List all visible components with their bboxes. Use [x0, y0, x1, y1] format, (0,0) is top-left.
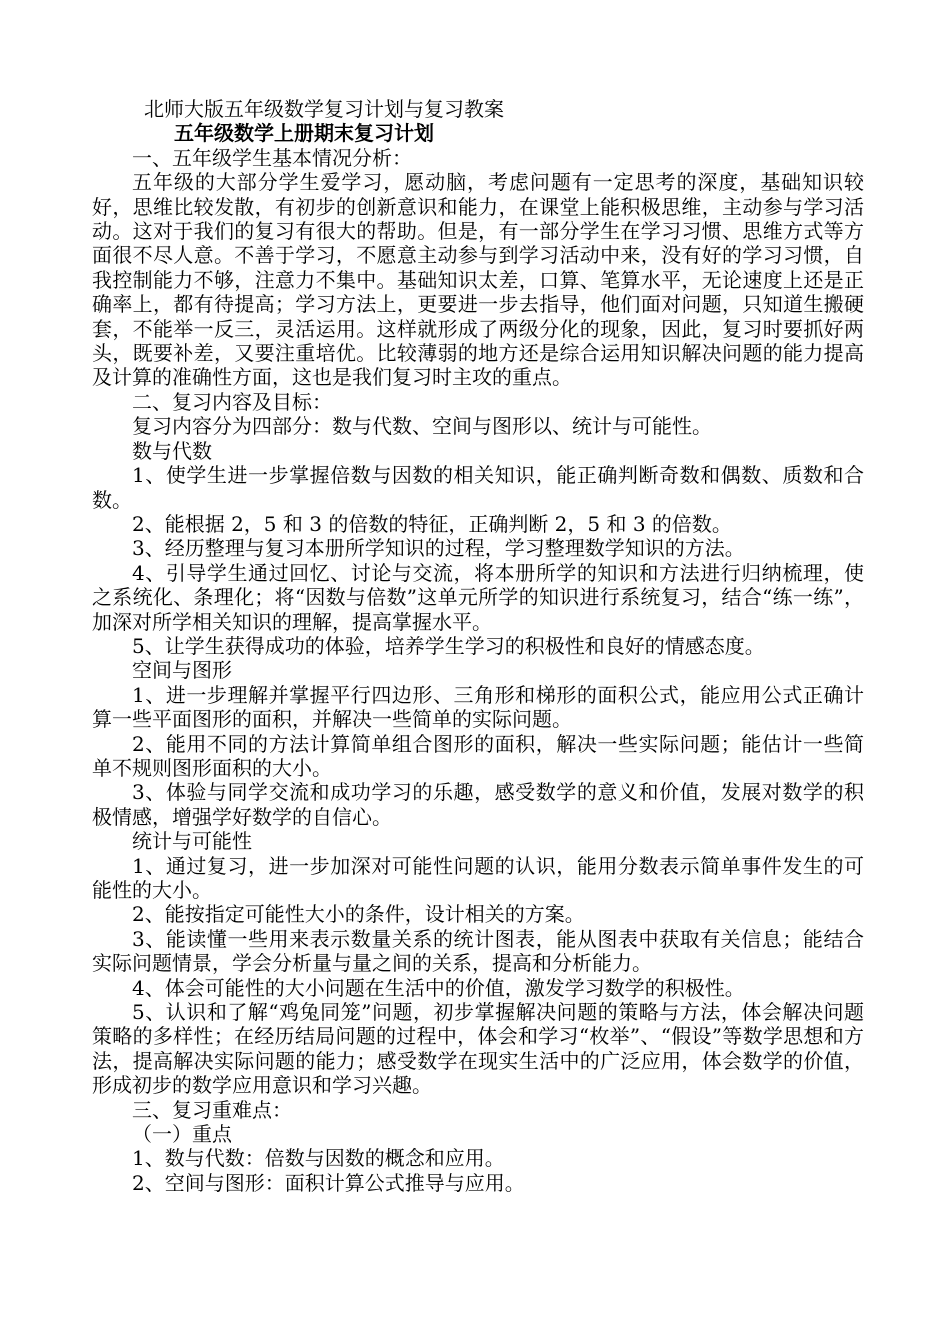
list-item: 4、体会可能性的大小问题在生活中的价值，激发学习数学的积极性。	[132, 975, 745, 1000]
list-item: 3、体验与同学交流和成功学习的乐趣，感受数学的意义和价值，发展对数学的积极情感，增强学好数学的自信心。	[92, 780, 864, 829]
list-item: 4、引导学生通过回忆、讨论与交流，将本册所学的知识和方法进行归纳梳理，使之系统化、条理化；将“因数与倍数”这单元所学的知识进行系统复习，结合“练一练”，加深对所学相关知识的理解，提高掌握水平。	[92, 560, 864, 634]
section-heading-student-analysis: 一、五年级学生基本情况分析：	[132, 145, 412, 170]
list-item: 2、能按指定可能性大小的条件，设计相关的方案。	[132, 902, 585, 927]
list-item: 2、能根据 2，5 和 3 的倍数的特征，正确判断 2，5 和 3 的倍数。	[132, 511, 732, 536]
section-heading-key-points: 三、复习重难点：	[132, 1097, 292, 1122]
subheading-space-figures: 空间与图形	[132, 658, 232, 683]
paragraph-review-overview: 复习内容分为四部分：数与代数、空间与图形以、统计与可能性。	[132, 414, 712, 439]
list-item: 5、让学生获得成功的体验，培养学生学习的积极性和良好的情感态度。	[132, 633, 765, 658]
document-subtitle: 五年级数学上册期末复习计划	[174, 121, 434, 146]
section-heading-review-content: 二、复习内容及目标：	[132, 389, 332, 414]
list-item: 5、认识和了解“鸡兔同笼”问题，初步掌握解决问题的策略与方法，体会解决问题策略的多样性；在经历结局问题的过程中，体会和学习“枚举”、“假设”等数学思想和方法，提高解决实际问题的能力；感受数学在现实生活中的广泛应用，体会数学的价值，形成初步的数学应用意识和学习兴趣。	[92, 1000, 864, 1098]
list-item: 1、进一步理解并掌握平行四边形、三角形和梯形的面积公式，能应用公式正确计算一些平面图形的面积，并解决一些简单的实际问题。	[92, 682, 864, 732]
subheading-key-points: （一）重点	[132, 1122, 232, 1147]
paragraph-student-analysis: 五年级的大部分学生爱学习，愿动脑，考虑问题有一定思考的深度，基础知识较好，思维比较发散，有初步的创新意识和能力，在课堂上能积极思维，主动参与学习活动。这对于我们的复习有很大的帮助。但是，有一部分学生在学习习惯、思维方式等方面很不尽人意。不善于学习，不愿意主动参与到学习活动中来，没有好的学习习惯，自我控制能力不够，注意力不集中。基础知识太差，口算、笔算水平，无论速度上还是正确率上，都有待提高；学习方法上，更要进一步去指导，他们面对问题，只知道生搬硬套，不能举一反三，灵活运用。这样就形成了两级分化的现象，因此，复习时要抓好两头，既要补差，又要注重培优。比较薄弱的地方还是综合运用知识解决问题的能力提高及计算的准确性方面，这也是我们复习时主攻的重点。	[92, 170, 864, 390]
list-item: 1、数与代数：倍数与因数的概念和应用。	[132, 1146, 505, 1171]
list-item: 1、通过复习，进一步加深对可能性问题的认识，能用分数表示简单事件发生的可能性的大小。	[92, 853, 864, 902]
subheading-number-algebra: 数与代数	[132, 438, 212, 463]
list-item: 2、能用不同的方法计算简单组合图形的面积，解决一些实际问题；能估计一些简单不规则图形面积的大小。	[92, 731, 864, 780]
list-item: 1、使学生进一步掌握倍数与因数的相关知识，能正确判断奇数和偶数、质数和合数。	[92, 463, 864, 512]
document-title: 北师大版五年级数学复习计划与复习教案	[144, 97, 504, 121]
list-item: 2、空间与图形：面积计算公式推导与应用。	[132, 1170, 525, 1195]
list-item: 3、经历整理与复习本册所学知识的过程，学习整理数学知识的方法。	[132, 536, 745, 561]
document-page	[92, 97, 864, 1195]
subheading-statistics-probability: 统计与可能性	[132, 829, 252, 854]
list-item: 3、能读懂一些用来表示数量关系的统计图表，能从图表中获取有关信息；能结合实际问题情景，学会分析量与量之间的关系，提高和分析能力。	[92, 926, 864, 976]
